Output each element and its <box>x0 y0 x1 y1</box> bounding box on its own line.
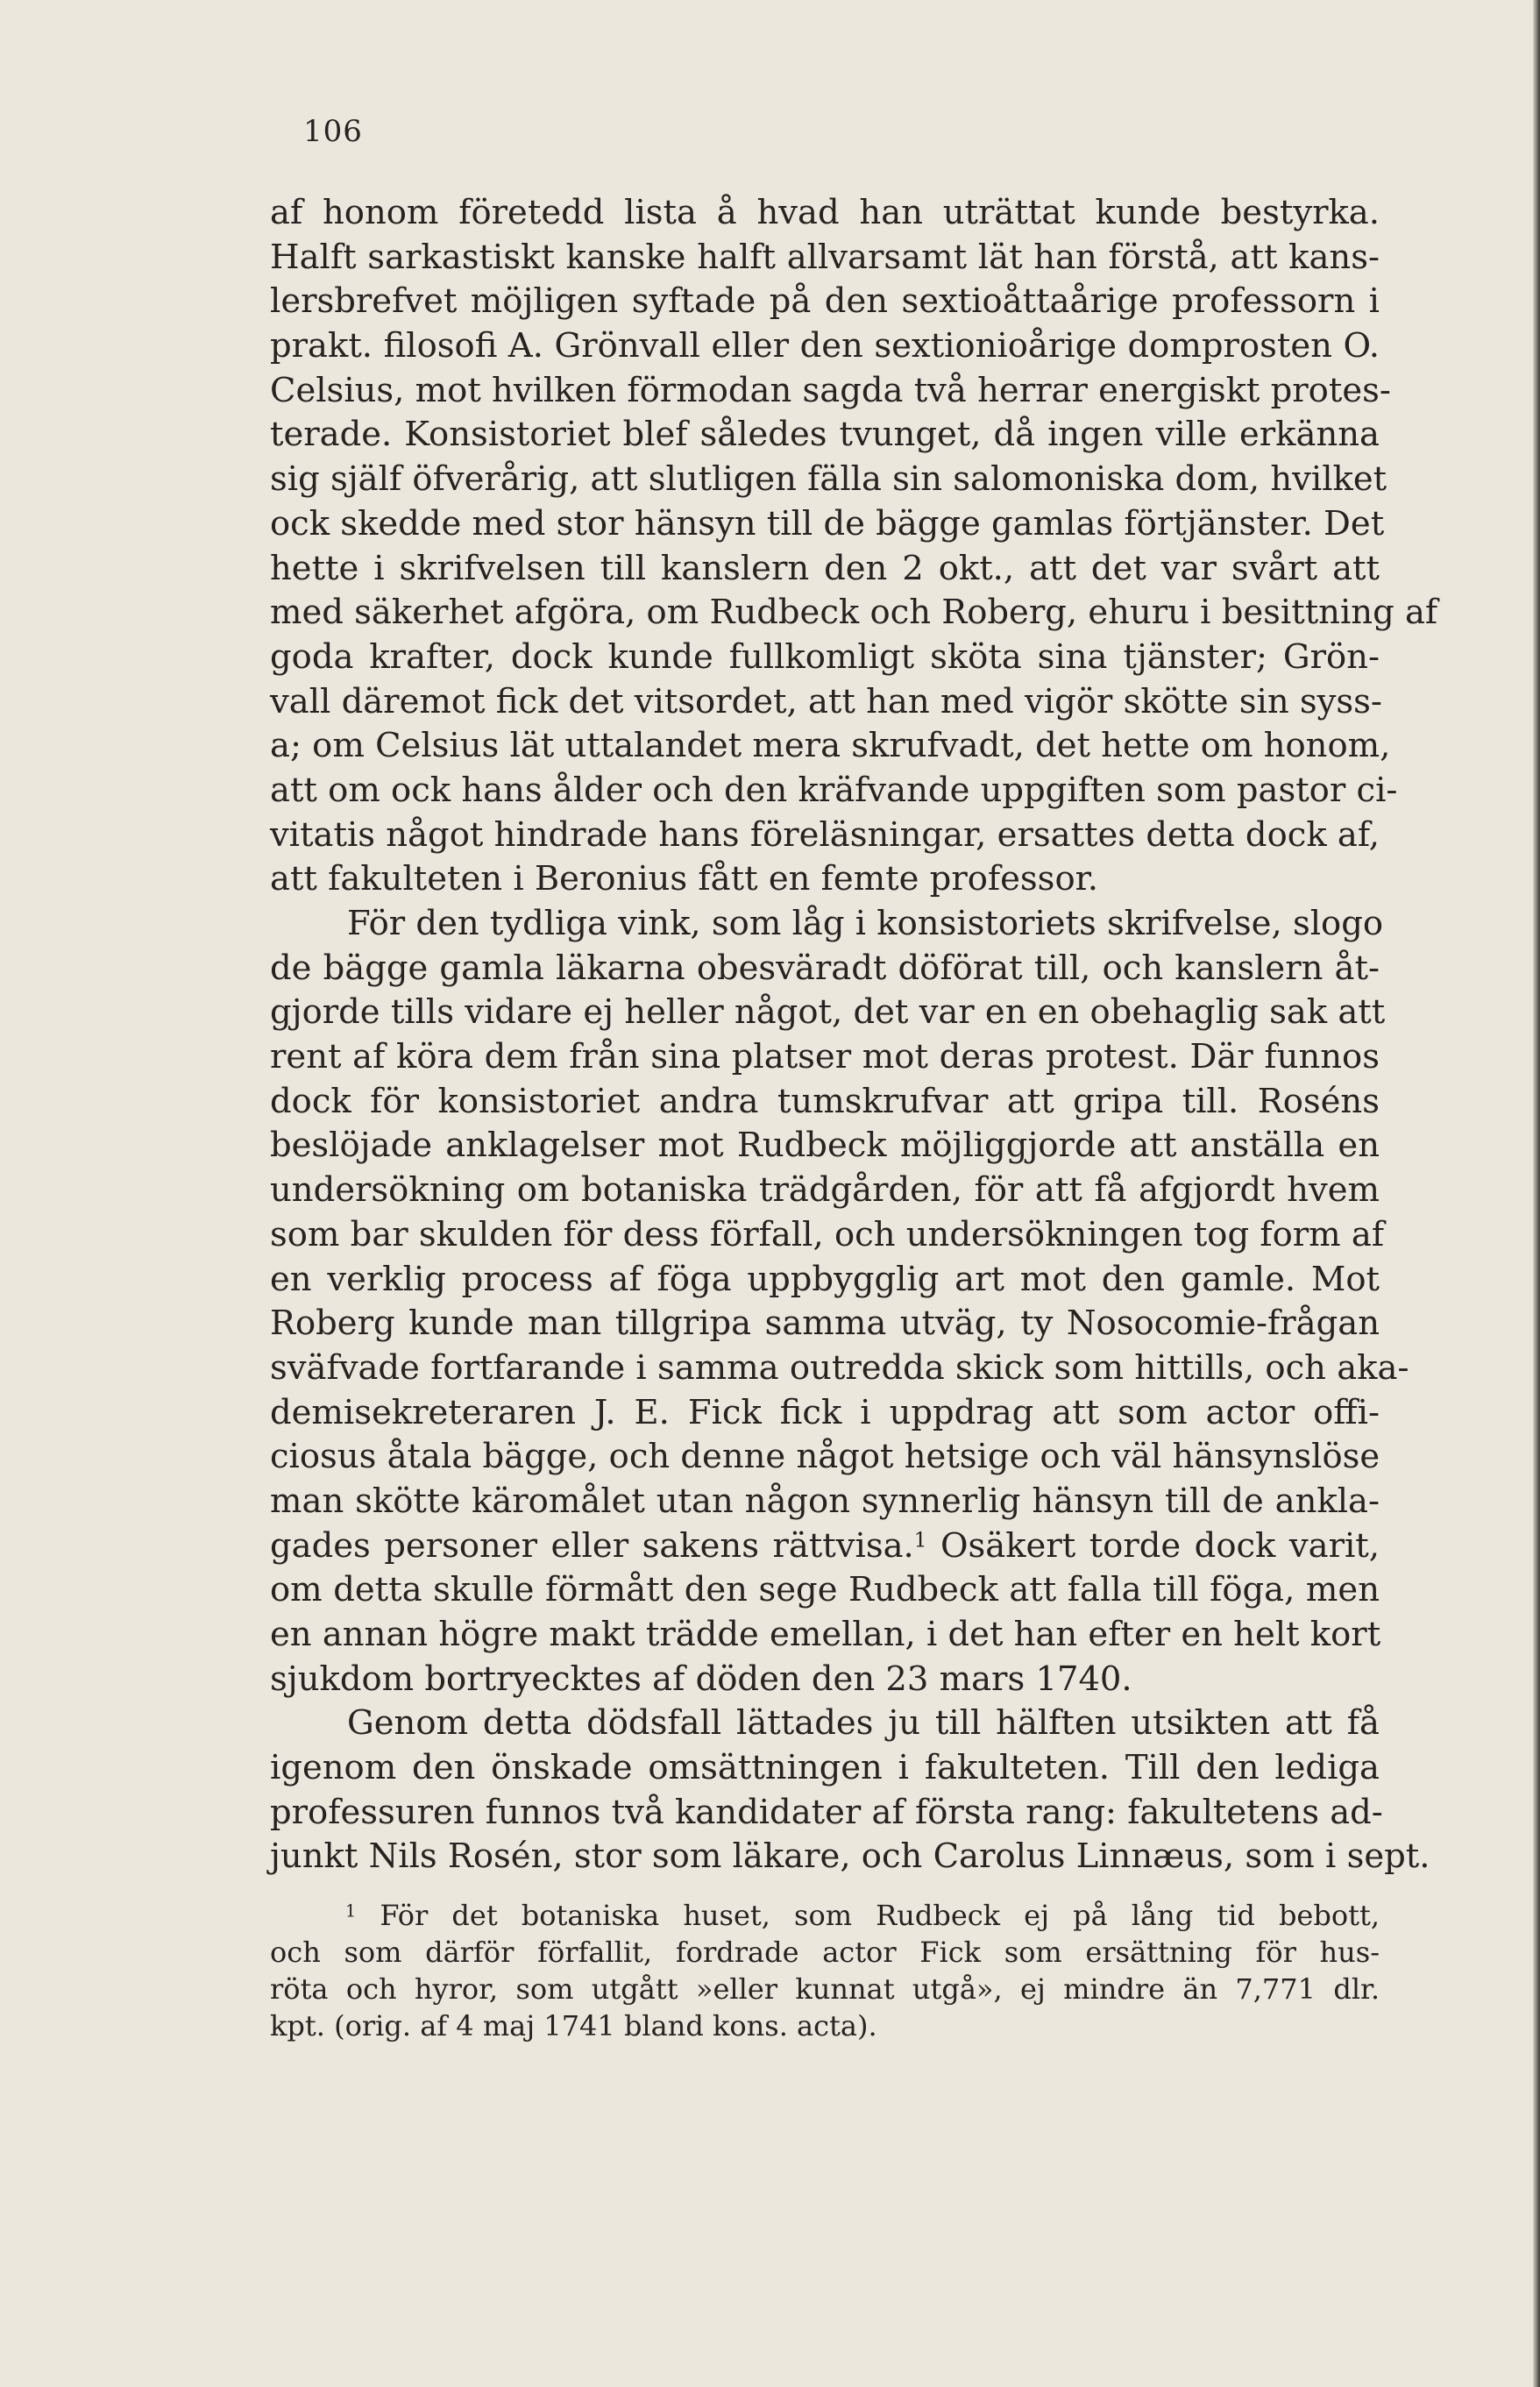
footnote-ref-marker: 1 <box>913 1529 927 1552</box>
text-line: undersökning om botaniska trädgården, för att få afgjordt hvem <box>270 1170 1380 1211</box>
text-line: vall däremot fick det vitsordet, att han med vigör skötte sin syss- <box>270 681 1382 721</box>
text-line: a; om Celsius lät uttalandet mera skrufvadt, det hette om honom, <box>270 726 1391 766</box>
text-line: man skötte käromålet utan någon synnerlig hänsyn till de ankla- <box>270 1481 1380 1521</box>
text-line: en annan högre makt trädde emellan, i det han efter en helt kort <box>270 1615 1381 1654</box>
text-line: ock skedde med stor hänsyn till de bägge gamlas förtjänster. Det <box>270 503 1385 543</box>
text-line: af honom företedd lista å hvad han uträttat kunde bestyrka. <box>270 193 1380 232</box>
text-line: hette i skrifvelsen till kanslern den 2 okt., att det var svårt att <box>270 548 1380 588</box>
page-edge <box>1533 0 1540 2387</box>
text-line: goda krafter, dock kunde fullkomligt sköta sina tjänster; Grön- <box>270 636 1380 677</box>
body-text <box>270 191 1438 1879</box>
text-line: För den tydliga vink, som låg i konsistoriets skrifvelse, slogo <box>347 904 1384 943</box>
footnote-line: röta och hyror, som utgått »eller kunnat utgå», ej mindre än 7,771 dlr. <box>270 1972 1380 2006</box>
text-line: Roberg kunde man tillgripa samma utväg, ty Nosocomie-frågan <box>270 1304 1380 1344</box>
footnote-line <box>270 1897 1380 1934</box>
footnote-line: och som därför förfallit, fordrade actor Fick som ersättning för hus- <box>270 1936 1380 1969</box>
footnote-marker: 1 <box>345 1900 357 1922</box>
text-line: terade. Konsistoriet blef således tvunget, då ingen ville erkänna <box>270 415 1380 455</box>
text-line: professuren funnos två kandidater af första rang: fakultetens ad- <box>270 1792 1383 1832</box>
text-line: vitatis något hindrade hans föreläsningar, ersattes detta dock af, <box>270 814 1380 855</box>
text-line: Halft sarkastiskt kanske halft allvarsamt lät han förstå, att kans- <box>270 237 1380 277</box>
text-line: ciosus åtala bägge, och denne något hetsige och väl hänsynslöse <box>270 1437 1380 1477</box>
text-line: prakt. filosofi A. Grönvall eller den sextionioårige domprosten O. <box>270 326 1380 366</box>
text-line: igenom den önskade omsättningen i fakulteten. Till den lediga <box>270 1748 1380 1788</box>
text-line: demisekreteraren J. E. Fick fick i uppdrag att som actor offi- <box>270 1392 1380 1432</box>
text-line: sväfvade fortfarande i samma outredda skick som hittills, och aka- <box>270 1347 1409 1388</box>
text-line: gjorde tills vidare ej heller något, det var en en obehaglig sak att <box>270 992 1386 1033</box>
text-line: junkt Nils Rosén, stor som läkare, och Carolus Linnæus, som i sept. <box>270 1836 1430 1877</box>
footnote-line: kpt. (orig. af 4 maj 1741 bland kons. acta). <box>270 2009 877 2042</box>
text-line: som bar skulden för dess förfall, och undersökningen tog form af <box>270 1214 1385 1254</box>
text-line: lersbrefvet möjligen syftade på den sextioåttaårige professorn i <box>270 281 1380 322</box>
text-line: Celsius, mot hvilken förmodan sagda två herrar energiskt protes- <box>270 370 1391 410</box>
text-line: sig själf öfverårig, att slutligen fälla sin salomoniska dom, hvilket <box>270 459 1387 500</box>
text-line: beslöjade anklagelser mot Rudbeck möjliggjorde att anställa en <box>270 1126 1380 1166</box>
text-line: att fakulteten i Beronius fått en femte professor. <box>270 859 1099 899</box>
text-line: rent af köra dem från sina platser mot deras protest. Där funnos <box>270 1037 1380 1077</box>
text-line: en verklig process af föga uppbygglig art mot den gamle. Mot <box>270 1259 1380 1299</box>
text-line: sjukdom bortryecktes af döden den 23 mars 1740. <box>270 1659 1132 1699</box>
text-line: dock för konsistoriet andra tumskrufvar att gripa till. Roséns <box>270 1081 1380 1121</box>
text-line-with-footnote-ref <box>270 1524 1380 1569</box>
text-segment: gades personer eller sakens rättvisa. <box>270 1525 914 1566</box>
page-number: 106 <box>303 114 363 149</box>
text-line: att om ock hans ålder och den kräfvande uppgiften som pastor ci- <box>270 770 1398 810</box>
text-line: de bägge gamla läkarna obesväradt döförat till, och kanslern åt- <box>270 948 1380 988</box>
text-line: Genom detta dödsfall lättades ju till hälften utsikten att få <box>347 1703 1380 1744</box>
footnote <box>270 1897 1380 2044</box>
text-line: om detta skulle förmått den sege Rudbeck att falla till föga, men <box>270 1570 1380 1610</box>
footnote-text: För det botaniska huset, som Rudbeck ej på lång tid bebott, <box>380 1899 1380 1932</box>
text-line: med säkerhet afgöra, om Rudbeck och Roberg, ehuru i besittning af <box>270 593 1438 633</box>
text-segment: Osäkert torde dock varit, <box>926 1525 1380 1566</box>
